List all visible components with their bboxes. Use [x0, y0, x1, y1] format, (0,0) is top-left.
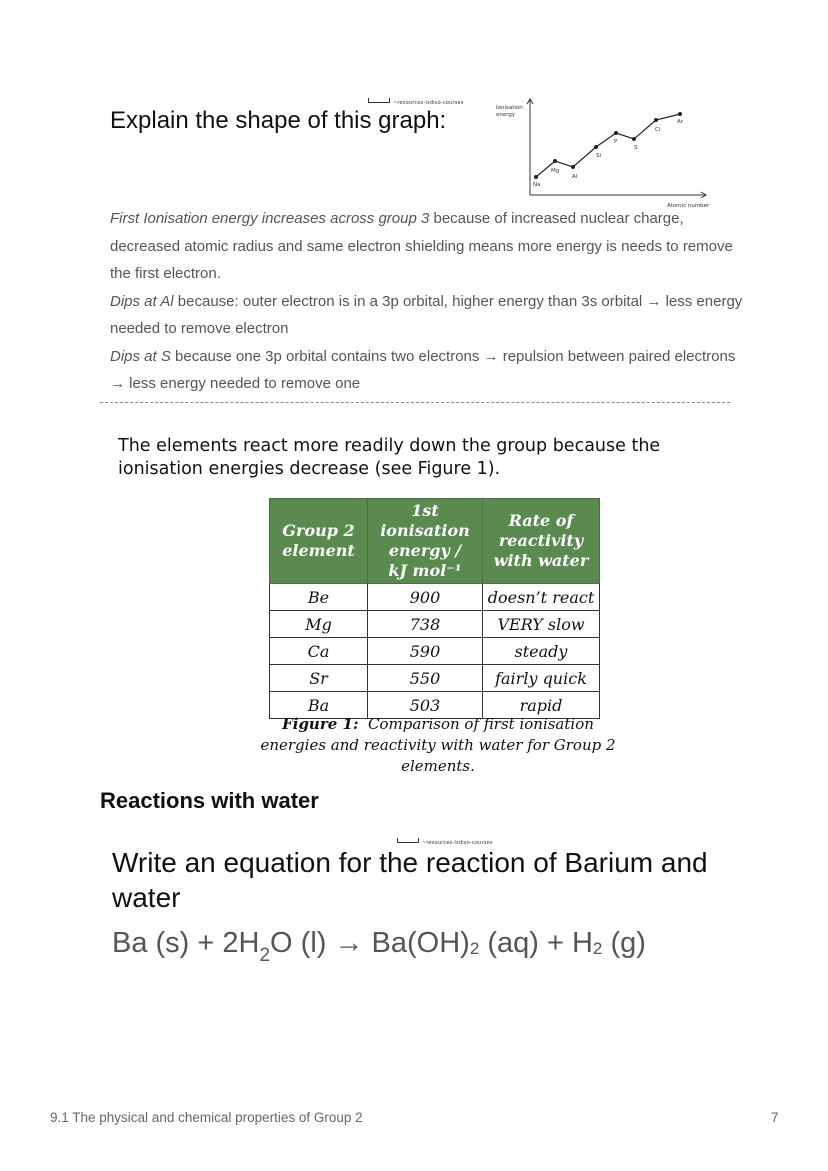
ionisation-energy-graph — [490, 95, 720, 215]
header-energy-line-2: energy / — [388, 541, 462, 560]
label-ar: Ar — [677, 119, 684, 125]
equation-subscript-1: 2 — [259, 945, 271, 966]
watermark-bracket — [368, 98, 390, 103]
section-heading: Reactions with water — [100, 788, 319, 813]
table-row — [270, 665, 600, 692]
label-p: P — [614, 139, 618, 145]
point-mg — [553, 159, 557, 163]
answer-2-text: because: outer electron is in a 3p orbital, higher energy than 3s orbital → less energy needed to remove electron — [110, 292, 743, 337]
table-row — [270, 584, 600, 611]
cell-element: Sr — [270, 665, 368, 692]
label-si: Si — [596, 153, 602, 159]
answer-paragraph-2 — [110, 288, 750, 343]
point-cl — [654, 118, 658, 122]
cell-rate: steady — [483, 638, 600, 665]
cell-element: Mg — [270, 611, 368, 638]
equation-part-3: (aq) + H — [479, 927, 593, 959]
header-energy-line-1: 1st ionisation — [380, 501, 470, 540]
intro-paragraph: The elements react more readily down the group because the ionisation energies decrease (see Figure 1). — [118, 436, 661, 479]
cell-rate: VERY slow — [483, 611, 600, 638]
page-number: 7 — [771, 1110, 779, 1125]
y-axis-label-1: Ionisation — [496, 105, 523, 111]
equation-part-2: O (l) → Ba(OH) — [270, 927, 470, 959]
point-na — [534, 175, 538, 179]
answer-paragraph-1 — [110, 205, 750, 288]
answer-paragraph-3 — [110, 343, 750, 398]
y-axis-label-2: energy — [496, 112, 516, 118]
equation-part-4: (g) — [602, 927, 646, 959]
point-s — [632, 137, 636, 141]
cell-element: Ca — [270, 638, 368, 665]
equation-subscript-3: 2 — [592, 939, 603, 958]
header-energy-line-3: kJ mol⁻¹ — [388, 561, 462, 580]
x-axis-label: Atomic number — [667, 203, 710, 209]
question-1-answer — [110, 205, 750, 398]
header-element: Group 2 element — [270, 499, 368, 584]
footer-title: 9.1 The physical and chemical properties of Group 2 — [50, 1110, 363, 1125]
watermark-text: ~resources-lsdiso-courses — [393, 100, 464, 106]
label-al: Al — [572, 174, 578, 180]
cell-energy: 550 — [368, 665, 483, 692]
point-ar — [678, 112, 682, 116]
label-cl: Cl — [655, 127, 661, 133]
table-header-row — [270, 499, 600, 584]
point-p — [614, 131, 618, 135]
cell-element: Ba — [270, 692, 368, 719]
figure-caption — [258, 714, 618, 777]
cell-rate: doesn’t react — [483, 584, 600, 611]
barium-equation — [112, 927, 646, 966]
divider — [100, 402, 730, 403]
cell-energy: 738 — [368, 611, 483, 638]
caption-text: Comparison of first ionisation energies and reactivity with water for Group 2 elements. — [260, 715, 616, 775]
table-row — [270, 638, 600, 665]
equation-part-1: Ba (s) + 2H — [112, 927, 260, 959]
header-energy — [368, 499, 483, 584]
table-row — [270, 611, 600, 638]
watermark-bracket — [397, 838, 419, 843]
label-na: Na — [533, 182, 541, 188]
equation-subscript-2: 2 — [469, 939, 480, 958]
cell-energy: 590 — [368, 638, 483, 665]
cell-energy: 503 — [368, 692, 483, 719]
answer-2-emphasis: Dips at Al — [110, 292, 174, 310]
answer-1-emphasis: First Ionisation energy increases across group 3 — [110, 210, 430, 227]
group2-table — [269, 498, 600, 719]
watermark-text: ~resources-lsdiso-courses — [422, 840, 493, 846]
answer-3-emphasis: Dips at S — [110, 347, 171, 365]
caption-label: Figure 1: — [282, 715, 359, 733]
question-2-title: Write an equation for the reaction of Barium and water — [112, 847, 708, 913]
answer-3-text: because one 3p orbital contains two electrons → repulsion between paired electrons → less energy needed to remove one — [110, 347, 736, 392]
point-al — [571, 165, 575, 169]
cell-rate: rapid — [483, 692, 600, 719]
header-rate: Rate of reactivity with water — [483, 499, 600, 584]
question-1-title: Explain the shape of this graph: — [110, 107, 447, 134]
answer-1-text: because of increased nuclear charge, decreased atomic radius and same electron shielding means more energy is needs to remove the first electron. — [110, 210, 733, 282]
label-s: S — [634, 145, 638, 151]
cell-energy: 900 — [368, 584, 483, 611]
cell-rate: fairly quick — [483, 665, 600, 692]
label-mg: Mg — [551, 168, 560, 174]
cell-element: Be — [270, 584, 368, 611]
point-si — [594, 145, 598, 149]
